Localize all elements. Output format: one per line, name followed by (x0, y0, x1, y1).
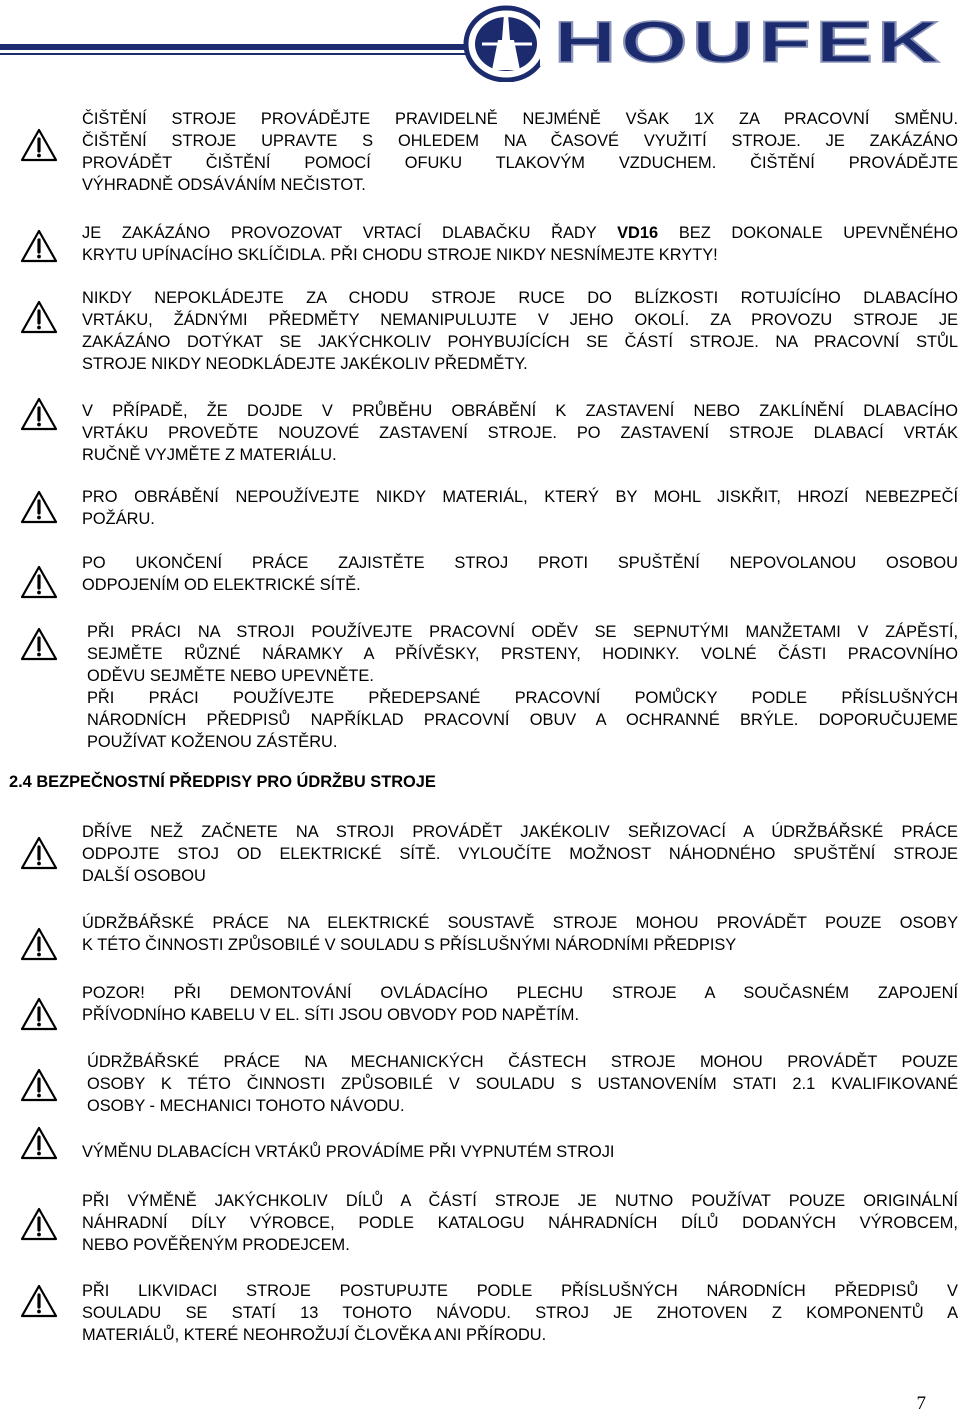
text-segment: ČIŠTĚNÍ STROJE PROVÁDĚJTE PRAVIDELNĚ NEJMÉNĚ VŠAK 1X ZA PRACOVNÍ SMĚNU. (82, 110, 958, 128)
paragraph-line (82, 1141, 694, 1163)
warning-triangle-icon (20, 1207, 58, 1241)
paragraph-line (87, 1073, 958, 1095)
warning-paragraph (82, 821, 958, 887)
paragraph-line (87, 709, 958, 731)
warning-triangle-icon (20, 836, 58, 870)
paragraph-line (82, 444, 958, 466)
paragraph-line (82, 174, 958, 196)
paragraph-line (82, 244, 958, 266)
paragraph-line (82, 843, 958, 865)
text-segment: ÚDRŽBÁŘSKÉ PRÁCE NA MECHANICKÝCH ČÁSTECH STROJE MOHOU PROVÁDĚT POUZE (87, 1053, 958, 1071)
paragraph-line (82, 331, 958, 353)
warning-paragraph (82, 222, 958, 266)
paragraph-line (82, 982, 958, 1004)
warning-triangle-icon (20, 565, 58, 599)
paragraph-line (87, 687, 958, 709)
text-segment: VRTÁKU, ŽÁDNÝMI PŘEDMĚTY NEMANIPULUJTE V JEHO OKOLÍ. ZA PROVOZU STROJE JE (82, 311, 958, 329)
text-segment: PŘI VÝMĚNĚ JAKÝCHKOLIV DÍLŮ A ČÁSTÍ STROJE JE NUTNO POUŽÍVAT POUZE ORIGINÁLNÍ (82, 1192, 958, 1210)
text-segment: NIKDY NEPOKLÁDEJTE ZA CHODU STROJE RUCE DO BLÍZKOSTI ROTUJÍCÍHO DLABACÍHO (82, 289, 958, 307)
text-segment: ČIŠTĚNÍ STROJE UPRAVTE S OHLEDEM NA ČASOVÉ VYUŽITÍ STROJE. JE ZAKÁZÁNO (82, 132, 958, 150)
warning-paragraph (82, 287, 958, 375)
text-segment: POZOR! PŘI DEMONTOVÁNÍ OVLÁDACÍHO PLECHU STROJE A SOUČASNÉM ZAPOJENÍ (82, 984, 958, 1002)
paragraph-line (82, 1280, 958, 1302)
text-segment: ODPOJTE STOJ OD ELEKTRICKÉ SÍTĚ. VYLOUČÍTE MOŽNOST NÁHODNÉHO SPUŠTĚNÍ STROJE (82, 845, 958, 863)
warning-triangle-icon (20, 1284, 58, 1318)
warning-triangle-icon (20, 1068, 58, 1102)
text-segment: PŘÍVODNÍHO KABELU V EL. SÍTI JSOU OBVODY POD NAPĚTÍM. (82, 1006, 579, 1024)
paragraph-line (87, 731, 958, 753)
paragraph-line (82, 353, 958, 375)
warning-paragraph (82, 552, 958, 596)
text-segment: VRTÁKU PROVEĎTE NOUZOVÉ ZASTAVENÍ STROJE. PO ZASTAVENÍ STROJE DLABACÍ VRTÁK (82, 424, 958, 442)
paragraph-line (82, 130, 958, 152)
text-segment: PŘI LIKVIDACI STROJE POSTUPUJTE PODLE PŘÍSLUŠNÝCH NÁRODNÍCH PŘEDPISŮ V (82, 1282, 958, 1300)
warning-paragraph (82, 982, 958, 1026)
text-segment: PO UKONČENÍ PRÁCE ZAJISTĚTE STROJ PROTI SPUŠTĚNÍ NEPOVOLANOU OSOBOU (82, 554, 958, 572)
text-segment: ODĚVU SEJMĚTE NEBO UPEVNĚTE. (87, 667, 374, 685)
warning-paragraph (82, 486, 958, 530)
text-segment: RUČNĚ VYJMĚTE Z MATERIÁLU. (82, 446, 337, 464)
text-segment: NÁRODNÍCH PŘEDPISŮ NAPŘÍKLAD PRACOVNÍ OBUV A OCHRANNÉ BRÝLE. DOPORUČUJEME (87, 711, 958, 729)
page-number: 7 (916, 1393, 926, 1414)
paragraph-line (82, 222, 958, 244)
warning-triangle-icon (20, 229, 58, 263)
paragraph-line (82, 912, 958, 934)
text-segment: VÝHRADNĚ ODSÁVÁNÍM NEČISTOT. (82, 176, 366, 194)
text-segment: KRYTU UPÍNACÍHO SKLÍČIDLA. PŘI CHODU STROJE NIKDY NESNÍMEJTE KRYTY! (82, 246, 718, 264)
warning-paragraph (82, 108, 958, 196)
text-segment: ÚDRŽBÁŘSKÉ PRÁCE NA ELEKTRICKÉ SOUSTAVĚ STROJE MOHOU PROVÁDĚT POUZE OSOBY (82, 914, 958, 932)
warning-paragraph (82, 1280, 958, 1346)
paragraph-line (87, 621, 958, 643)
houfek-logo-text: HOUFEK (554, 10, 944, 75)
paragraph-line (82, 574, 958, 596)
text-segment: MATERIÁLŮ, KTERÉ NEOHROŽUJÍ ČLOVĚKA ANI PŘÍRODU. (82, 1326, 547, 1344)
text-segment: DŘÍVE NEŽ ZAČNETE NA STROJI PROVÁDĚT JAKÉKOLIV SEŘIZOVACÍ A ÚDRŽBÁŘSKÉ PRÁCE (82, 823, 958, 841)
text-segment: SOULADU SE STATÍ 13 TOHOTO NÁVODU. STROJ JE ZHOTOVEN Z KOMPONENTŮ A (82, 1304, 958, 1322)
paragraph-line (87, 665, 958, 687)
paragraph-line (82, 1212, 958, 1234)
paragraph-line (82, 287, 958, 309)
text-segment: POUŽÍVAT KOŽENOU ZÁSTĚRU. (87, 733, 338, 751)
text-segment: OSOBY K TÉTO ČINNOSTI ZPŮSOBILÉ V SOULADU S USTANOVENÍM STATI 2.1 KVALIFIKOVANÉ (87, 1075, 958, 1093)
paragraph-line (87, 1095, 958, 1117)
warning-triangle-icon (20, 627, 58, 661)
text-segment: V PŘÍPADĚ, ŽE DOJDE V PRŮBĚHU OBRÁBĚNÍ K ZASTAVENÍ NEBO ZAKLÍNĚNÍ DLABACÍHO (82, 402, 958, 420)
text-segment: SEJMĚTE RŮZNÉ NÁRAMKY A PŘÍVĚSKY, PRSTENY, HODINKY. VOLNÉ ČÁSTI PRACOVNÍHO (87, 645, 958, 663)
paragraph-line (82, 1324, 958, 1346)
text-segment: ZAKÁZÁNO DOTÝKAT SE JAKÝCHKOLIV POHYBUJÍCÍCH SE ČÁSTÍ STROJE. NA PRACOVNÍ STŮL (82, 333, 958, 351)
text-segment: PROVÁDĚT ČIŠTĚNÍ POMOCÍ OFUKU TLAKOVÝM VZDUCHEM. ČIŠTĚNÍ PROVÁDĚJTE (82, 154, 958, 172)
section-heading: 2.4 BEZPEČNOSTNÍ PŘEDPISY PRO ÚDRŽBU STROJE (9, 773, 436, 791)
text-segment: NEBO POVĚŘENÝM PRODEJCEM. (82, 1236, 350, 1254)
warning-triangle-icon (20, 927, 58, 961)
paragraph-line (82, 508, 958, 530)
paragraph-line (82, 1302, 958, 1324)
warning-triangle-icon (20, 128, 58, 162)
warning-triangle-icon (20, 1126, 58, 1160)
paragraph-line (82, 821, 958, 843)
warning-triangle-icon (20, 997, 58, 1031)
text-segment: PRO OBRÁBĚNÍ NEPOUŽÍVEJTE NIKDY MATERIÁL, KTERÝ BY MOHL JISKŘIT, HROZÍ NEBEZPEČÍ (82, 488, 958, 506)
paragraph-line (82, 400, 958, 422)
text-segment: JE ZAKÁZÁNO PROVOZOVAT VRTACÍ DLABAČKU ŘADY (82, 224, 618, 242)
paragraph-line (82, 1004, 958, 1026)
warning-paragraph (82, 1190, 958, 1256)
text-segment: PŘI PRÁCI NA STROJI POUŽÍVEJTE PRACOVNÍ ODĚV SE SEPNUTÝMI MANŽETAMI V ZÁPĚSTÍ, (87, 623, 958, 641)
header-rule (0, 44, 470, 50)
paragraph-line (87, 1051, 958, 1073)
warning-paragraph (82, 400, 958, 466)
paragraph-line (82, 309, 958, 331)
paragraph-line (82, 1234, 958, 1256)
paragraph-line (82, 108, 958, 130)
warning-paragraph (87, 1051, 958, 1117)
paragraph-line (82, 552, 958, 574)
text-segment: STROJE NIKDY NEODKLÁDEJTE JAKÉKOLIV PŘEDMĚTY. (82, 355, 528, 373)
header-rule-thin (0, 53, 470, 55)
text-segment: K TÉTO ČINNOSTI ZPŮSOBILÉ V SOULADU S PŘÍSLUŠNÝMI NÁRODNÍMI PŘEDPISY (82, 936, 737, 954)
text-segment: NÁHRADNÍ DÍLY VÝROBCE, PODLE KATALOGU NÁHRADNÍCH DÍLŮ DODANÝCH VÝROBCEM, (82, 1214, 958, 1232)
paragraph-line (82, 486, 958, 508)
text-segment: OSOBY - MECHANICI TOHOTO NÁVODU. (87, 1097, 405, 1115)
text-segment: ODPOJENÍM OD ELEKTRICKÉ SÍTĚ. (82, 576, 361, 594)
paragraph-line (82, 152, 958, 174)
warning-paragraph (87, 621, 958, 753)
warning-triangle-icon (20, 397, 58, 431)
text-segment: VÝMĚNU DLABACÍCH VRTÁKŮ PROVÁDÍME PŘI VYPNUTÉM STROJI (82, 1143, 615, 1161)
text-segment: PŘI PRÁCI POUŽÍVEJTE PŘEDEPSANÉ PRACOVNÍ POMŮCKY PODLE PŘÍSLUŠNÝCH (87, 689, 958, 707)
text-segment: VD16 (617, 224, 659, 242)
text-segment: DALŠÍ OSOBOU (82, 867, 206, 885)
paragraph-line (82, 865, 958, 887)
text-segment: BEZ DOKONALE UPEVNĚNÉHO (658, 224, 958, 242)
warning-paragraph (82, 912, 958, 956)
paragraph-line (87, 643, 958, 665)
warning-triangle-icon (20, 300, 58, 334)
paragraph-line (82, 934, 958, 956)
paragraph-line (82, 1190, 958, 1212)
warning-triangle-icon (20, 490, 58, 524)
text-segment: POŽÁRU. (82, 510, 155, 528)
houfek-logo (462, 0, 960, 82)
paragraph-line (82, 422, 958, 444)
warning-paragraph (82, 1141, 694, 1163)
